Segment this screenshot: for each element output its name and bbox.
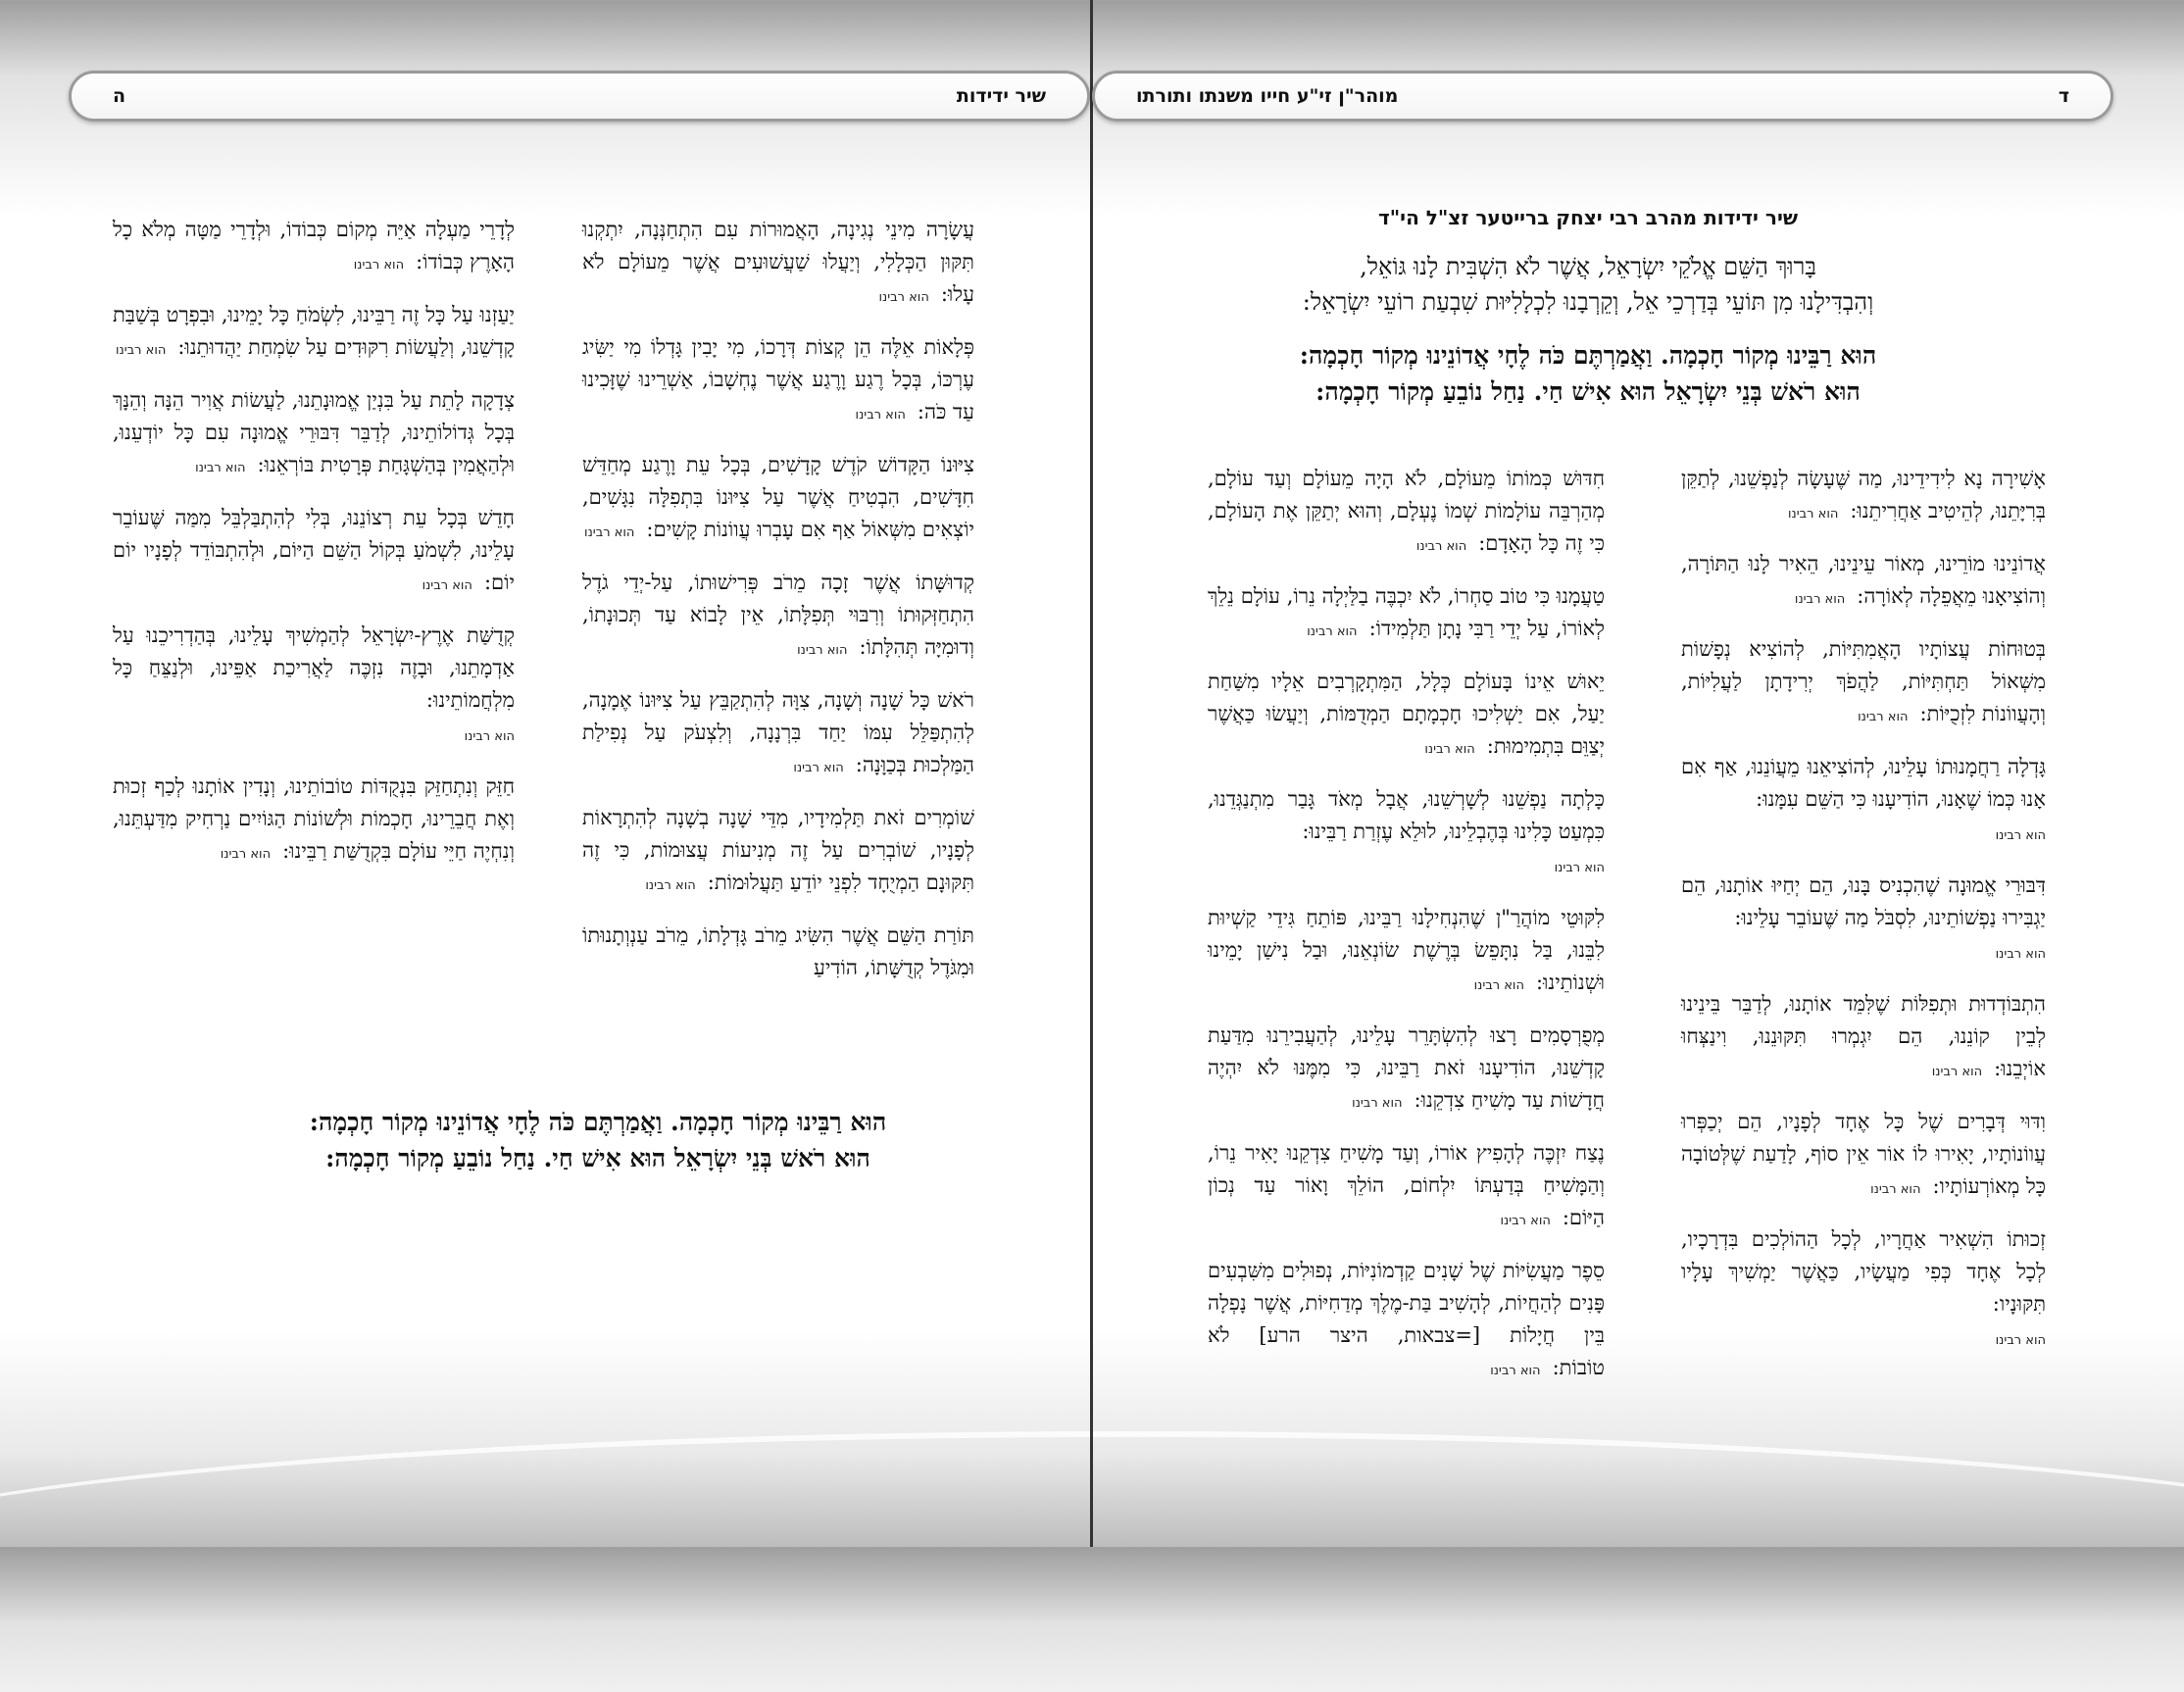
stanza: וִדּוּי דְּבָרִים שֶׁל כָּל אֶחָד לְפָנָיו, הֵם יְכַפְּרוּ עֲווֹנוֹתָיו, יָאִירוּ לוֹ אוֹר אֵין סוֹף, לָדַעַת שֶׁלְּטוֹבָה כָּל מְאוֹרְעוֹתָיו:הוא רבינו (1681, 1110, 2046, 1198)
stanza: טַעֲמָנוּ כִּי טוֹב סַחְרוֹ, לֹא יִכְבֶּה בַלַּיְלָה נֵרוֹ, עוֹלָם נֵלֵךְ לְאוֹרוֹ, עַל יְדֵי רַבִּי נָתָן תַּלְמִידוֹ:הוא רבינו (1208, 584, 1605, 640)
stanza: שׁוֹמְרִים זֹאת תַּלְמִידָיו, מִדֵּי שָׁנָה בְשָׁנָה לְהִתְרָאוֹת לְפָנָיו, שׁוֹבְרִים עַל זֶה מְנִיעוֹת עֲצוּמוֹת, כִּי זֶה תִּקּוּנָם הַמְיֻחָד לִפְנֵי יוֹדֵעַ תַּעֲלוּמוֹת:הוא רבינו (582, 806, 974, 894)
stanza: קְדוּשָּׁתוֹ אֲשֶׁר זָכָה מֵרֹב פְּרִישׁוּתוֹ, עַל-יְדֵי גֹדֶל הִתְחַזְּקוּתוֹ וְרִבּוּי תְּפִלָּתוֹ, אֵין לָבוֹא עַד תְּכוּנָתוֹ, וְדוּמִיָּה תְּהִלָּתוֹ:הוא רבינו (582, 571, 974, 659)
stanza: יַעַזְנוּ עַל כָּל זֶה רַבֵּינוּ, לִשְׂמֹחַ כָּל יָמֵינוּ, וּבִפְרָט בְּשַׁבַּת קָדְשֵׁנוּ, וְלַעֲשׂוֹת רִקּוּדִים עַל שִׂמְחַת יַהֲדוּתֵנוּ:הוא רבינו (113, 303, 515, 359)
stanza: צִיּוּנוֹ הַקָּדוֹשׁ קֹדֶשׁ קָדָשִׁים, בְּכָל עֵת וָרֶגַע מְחַדֵּשׁ חִדָּשִׁים, הִבְטִיחַ אֲשֶׁר עַל צִיּוּנוֹ בִּתְפִלָּה נִגָּשִׁים, יוֹצְאִים מִשְּׁאוֹל אַף אִם עָבְרוּ עֲווֹנוֹת קָשִׁים:הוא רבינו (582, 453, 974, 541)
stanza: חַזֵּק וְנִתְחַזֵּק בִּנְקֻדּוֹת טוֹבוֹתֵינוּ, וְנָדִין אוֹתָנוּ לְכַף זְכוּת וְאֶת חֲבֵרֵינוּ, חָכְמוֹת וּלְשׁוֹנוֹת הַגּוֹיִים נַרְחִיק מִדַּעְתֵּנוּ, וְנִחְיֶה חַיֵּי עוֹלָם בִּקְדֻשַּׁת רַבֵּינוּ:הוא רבינו (113, 774, 515, 863)
left-page-header (69, 71, 1090, 122)
stanza: כָּלְתָה נַפְשֵׁנוּ לְשָׁרְשֵׁנוּ, אֲבָל מְאֹד גָּבַר מִתְנַגְּדֵנוּ, כִּמְעַט כָּלִינוּ בְּהֶבְלֵינוּ, לוּלֵא עֶזְרַת רַבֵּינוּ: הוא רבינו (1208, 787, 1605, 875)
stanza: יֵאוּשׁ אֵינוֹ בָּעוֹלָם כְּלָל, הַמִּתְקָרְבִים אֵלָיו מִשַּׁחַת יַעַל, אִם יַשְׁלִיכוּ חָכְמָתָם הַמְדֻמּוֹת, וְיַעֲשׂוּ כַּאֲשֶׁר יְצַוֵּם בִּתְמִימוּת:הוא רבינו (1208, 670, 1605, 758)
refrain-line: הוּא רֹאשׁ בְּנֵי יִשְׂרָאֵל הוּא אִישׁ חַי. נַחַל נוֹבֵעַ מְקוֹר חָכְמָה: (1315, 377, 1861, 406)
blessing-line: וְהִבְדִּילָנוּ מִן תּוֹעֵי בְּדַרְכֵי אֵל, וְקֵרְבָנוּ לִכְלָלִיּוּת שִׁבְעַת רוֹעֵי יִשְׂרָאֵל: (1302, 288, 1874, 316)
left-page-title: שיר ידידות (956, 85, 1046, 107)
stanza: רֹאשׁ כָּל שָׁנָה וְשָׁנָה, צִוָּה לְהִתְקַבֵּץ עַל צִיּוּנוֹ אֶמָנָה, לְהִתְפַּלֵּל עִמּוֹ יַחַד בִּרְנָנָה, וְלִצְעֹק עַל נְפִילַת הַמַּלְכוּת בְּכַוָּנָה:הוא רבינו (582, 688, 974, 776)
stanza: נֶצַח יִזְכֶּה לְהָפִיץ אוֹרוֹ, וְעַד מָשִׁיחַ צִדְקֵנוּ יָאִיר נֵרוֹ, וְהַמָּשִׁיחַ בְּדַעְתּוֹ יִלְחוֹם, הוֹלֵךְ וָאוֹר עַד נְכוֹן הַיּוֹם:הוא רבינו (1208, 1141, 1605, 1229)
stanza: דִּבּוּרֵי אֱמוּנָה שֶׁהִכְנִיס בָּנוּ, הֵם יְחַיּוּ אוֹתָנוּ, הֵם יַגְבִּירוּ נַפְשׁוֹתֵינוּ, לִסְבֹּל מַה שֶּׁעוֹבֵר עָלֵינוּ: הוא רבינו (1681, 873, 2046, 962)
stanza: לִקּוּטֵי מוֹהֲרַ"ן שֶׁהִנְחִילָנוּ רַבֵּינוּ, פּוֹתֵחַ גִּידֵי קַשְׁיוּת לִבֵּנוּ, בַּל נִתָּפֵשׂ בְּרֶשֶׁת שׂוֹנְאֵנוּ, וּבַל נִישַׁן יָמֵינוּ וּשְׁנוֹתֵינוּ:הוא רבינו (1208, 906, 1605, 994)
column-right-page-right (1681, 463, 2046, 1374)
stanza: תּוֹרַת הַשֵּׁם אֲשֶׁר הִשִּׂיג מֵרֹב גָּדְלָתוֹ, מֵרֹב עַנְוְתָנוּתוֹ וּמִגֹּדֶל קְדֻשָּׁתוֹ, הוֹדִיעַ (582, 923, 974, 979)
stanza: צְדָקָה לָתֵת עַל בִּנְיַן אֱמוּנָתֵנוּ, לַעֲשׂוֹת אֲוִיר הֵנָּה וְהֵנָּךְ בְּכָל גְּדוֹלוֹתֵינוּ, לְדַבֵּר דִּבּוּרֵי אֱמוּנָה עִם כָּל יוֹדְעֵנוּ, וּלְהַאֲמִין בְּהַשְׁגָּחַת פְּרָטִית בּוֹרְאֵנוּ:הוא רבינו (113, 388, 515, 476)
right-page-header (1092, 71, 2113, 122)
stanza: הִתְבּוֹדְדוּת וּתְפִלּוֹת שֶׁלִּמֵּד אוֹתָנוּ, לְדַבֵּר בֵּינֵינוּ לְבֵין קוֹנֵנוּ, הֵם יִגְמְרוּ תִּקּוּנֵנוּ, וִינַצְּחוּ אוֹיְבֵנוּ:הוא רבינו (1681, 992, 2046, 1080)
column-left-page-left (113, 214, 515, 888)
stanza: לְדָרֵי מַעְלָה אַיֵּה מְקוֹם כְּבוֹדוֹ, וּלְדָרֵי מַטָּה מְלֹא כָל הָאָרֶץ כְּבוֹדוֹ:הוא רבינו (113, 218, 515, 274)
column-left-page-right (582, 214, 974, 1002)
stanza: חִדּוּשׁ כְּמוֹתוֹ מֵעוֹלָם, לֹא הָיָה מֵעוֹלָם וְעַד עוֹלָם, מְהַרְבֵּה עוֹלָמוֹת שְׁמוֹ נֶעְלָם, וְהוּא יְתַקֵּן אֶת הָעוֹלָם, כִּי זֶה כָּל הָאָדָם:הוא רבינו (1208, 467, 1605, 555)
right-page-title: מוהר"ן זי"ע חייו משנתו ותורתו (1136, 85, 1399, 107)
book-spine (1090, 0, 1093, 1547)
stanza: זְכוּתוֹ הִשְׁאִיר אַחֲרָיו, לְכָל הַהוֹלְכִים בִּדְרָכָיו, לְכָל אֶחָד כְּפִי מַעֲשָׂיו, כַּאֲשֶׁר יַמְשִׁיךְ עָלָיו תִּקּוּנָיו: הוא רבינו (1681, 1227, 2046, 1348)
refrain-line: הוּא רַבֵּינוּ מְקוֹר חָכְמָה. וַאֲמַרְתֶּם כֹּה לֶחָי אֲדוֹנֵינוּ מְקוֹר חָכְמָה: (1299, 341, 1877, 370)
refrain-line: הוּא רֹאשׁ בְּנֵי יִשְׂרָאֵל הוּא אִישׁ חַי. נַחַל נוֹבֵעַ מְקוֹר חָכְמָה: (325, 1144, 870, 1172)
stanza: חָדֵשׁ בְּכָל עֵת רְצוֹנֵנוּ, בְּלִי לְהִתְבַּלְבֵּל מִמַּה שֶּׁעוֹבֵר עָלֵינוּ, לִשְׁמֹעַ בְּקוֹל הַשֵּׁם הַיּוֹם, וּלְהִתְבּוֹדֵד לְפָנָיו יוֹם יוֹם:הוא רבינו (113, 506, 515, 594)
stanza: בְּטוּחוֹת עֲצוֹתָיו הָאֲמִתִּיּוֹת, לְהוֹצִיא נְפָשׁוֹת מִשְּׁאוֹל תַּחְתִּיּוֹת, לַהֲפֹךְ יְרִידָתָן לַעֲלִיּוֹת, וְהָעֲווֹנוֹת לִזְכֻיּוֹת:הוא רבינו (1681, 637, 2046, 725)
stanza: פְּלָאוֹת אֵלֶּה הֵן קְצוֹת דְּרָכוֹ, מִי יָבִין גָּדְלוֹ מִי יַשִּׂיג עֶרְכּוֹ, בְּכָל רֶגַע וָרֶגַע אֲשֶׁר נֶחְשָׁבוֹ, אַשְׁרֵינוּ שֶׁזָּכִינוּ עַד כֹּה:הוא רבינו (582, 335, 974, 423)
blessing-line: בָּרוּךְ הַשֵּׁם אֱלֹקֵי יִשְׂרָאֵל, אֲשֶׁר לֹא הִשְׁבִּית לָנוּ גּוֹאֵל, (1360, 253, 1816, 280)
stanza: קְדֻשַּׁת אֶרֶץ-יִשְׂרָאֵל לְהַמְשִׁיךְ עָלֵינוּ, בְּהַדְרִיכֵנוּ עַל אַדְמָתֵנוּ, וּבָזֶה נִזְכֶּה לַאֲרִיכַת אַפֵּינוּ, וּלְנַצֵּחַ כָּל מִלְחֲמוֹתֵינוּ: הוא רבינו (113, 623, 515, 744)
author-title: שיר ידידות מהרב רבי יצחק ברייטער זצ"ל הי"ד (1378, 206, 1798, 229)
stanza: עֲשָׂרָה מִינֵי נְגִינָה, הָאֲמוּרוֹת עִם הִתְחַנְּנָה, יִתְקְנוּ תִּקּוּן הַכְּלָלִי, וְיַעֲלוּ שַׁעֲשׁוּעִים אֲשֶׁר מֵעוֹלָם לֹא עָלוּ:הוא רבינו (582, 218, 974, 306)
refrain-line: הוּא רַבֵּינוּ מְקוֹר חָכְמָה. וַאֲמַרְתֶּם כֹּה לֶחָי אֲדוֹנֵינוּ מְקוֹר חָכְמָה: (309, 1108, 887, 1136)
left-page-number: ה (113, 85, 126, 107)
stanza: אֲדוֹנֵינוּ מוֹרֵינוּ, מְאוֹר עֵינֵינוּ, הֵאִיר לָנוּ הַתּוֹרָה, וְהוֹצִיאָנוּ מֵאֲפֵלָה לְאוֹרָה:הוא רבינו (1681, 552, 2046, 608)
song-title-block (1216, 206, 1961, 410)
column-right-page-left (1208, 463, 1605, 1405)
refrain-top (1216, 337, 1961, 410)
blessing (1216, 249, 1961, 320)
stanza: גָּדְלָה רַחֲמָנוּתוֹ עָלֵינוּ, לְהוֹצִיאֵנוּ מֵעֲוֹנֵנוּ, אַף אִם אָנוּ כְּמוֹ שֶׁאָנוּ, הוֹדִיעָנוּ כִּי הַשֵּׁם עִמָּנוּ: הוא רבינו (1681, 755, 2046, 843)
stanza: אָשִׁירָה נָא לִידִידֵינוּ, מַה שֶּׁעָשָׂה לְנַפְשֵׁנוּ, לְתַקֵּן בְּרִיָּתֵנוּ, לְהֵיטִיב אַחֲרִיתֵנוּ:הוא רבינו (1681, 467, 2046, 523)
stanza: מְפֻרְסָמִים רָצוּ לְהִשְׂתָּרֵר עָלֵינוּ, לְהַעֲבִירֵנוּ מִדַּעַת קָדְשֵׁנוּ, הוֹדִיעָנוּ זֹאת רַבֵּינוּ, כִּי מִמֶּנּוּ לֹא יִהְיֶה חֲדָשׁוֹת עַד מָשִׁיחַ צִדְקֵנוּ:הוא רבינו (1208, 1023, 1605, 1112)
stanza: סֵפֶר מַעֲשִׂיּוֹת שֶׁל שָׁנִים קַדְמוֹנִיּוֹת, נְפוּלִים מִשִּׁבְעִים פָּנִים לְהַחֲיוֹת, לְהָשִׁיב בַּת-מֶלֶךְ מְדַחִיּוֹת, אֲשֶׁר נָפְלָה בֵּין חֲיָלוֹת [=צבאות, היצר הרע] לֹא טוֹבוֹת:הוא רבינו (1208, 1259, 1605, 1379)
refrain-bottom (176, 1104, 1019, 1176)
right-page-number: ד (2058, 85, 2069, 107)
